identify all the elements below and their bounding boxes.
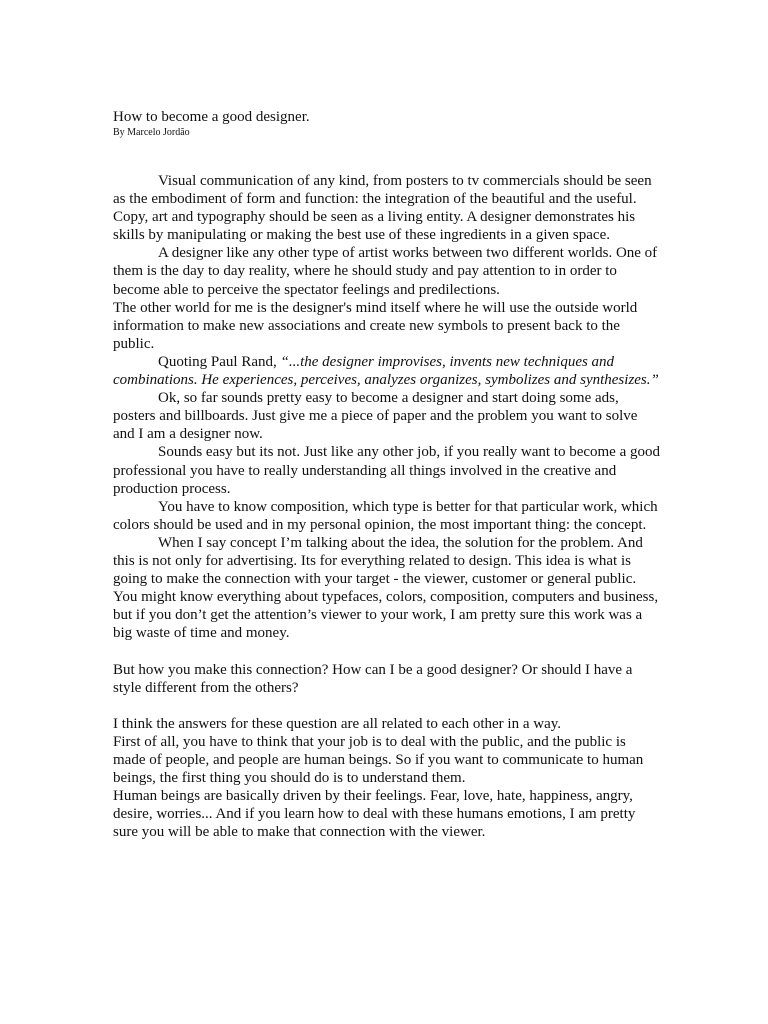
paragraph-4: Ok, so far sounds pretty easy to become a designer and start doing some ads, posters and billboards. Just give me a piece of paper and the problem you want to solve and I am a designer now. bbox=[113, 390, 638, 443]
paragraph-10: First of all, you have to think that your job is to deal with the public, and the public is made of people, and people are human beings. So if you want to communicate to human beings, the first thing you should do is to understand them. bbox=[113, 733, 644, 787]
document-title: How to become a good designer. bbox=[113, 109, 310, 125]
quote-paragraph bbox=[113, 353, 661, 389]
paragraph-5: Sounds easy but its not. Just like any other job, if you really want to become a good professional you have to really understanding all things involved in the creative and production process. bbox=[113, 444, 661, 497]
paragraph-7: When I say concept I’m talking about the idea, the solution for the problem. And this is not only for advertising. Its for everything related to design. This idea is what is going to make the connection with your target - the viewer, customer or general public. You might know everything about typefaces, colors, composition, computers and business, but if you don’t get the attention’s viewer to your work, I am pretty sure this work was a big waste of time and money. bbox=[113, 534, 659, 642]
document-body bbox=[113, 172, 661, 841]
document-author: By Marcelo Jordão bbox=[113, 127, 190, 138]
paragraph-1: Visual communication of any kind, from posters to tv commercials should be seen as the embodiment of form and function: the integration of the beautiful and the useful. Copy, art and typography should be seen as a living entity. A designer demonstrates his skills by manipulating or making the best use of these ingredients in a given space. bbox=[113, 173, 652, 244]
paragraph-gap bbox=[113, 642, 661, 660]
paragraph-11: Human beings are basically driven by their feelings. Fear, love, hate, happiness, angry, desire, worries... And if you learn how to deal with these humans emotions, I am pretty sure you will be able to make that connection with the viewer. bbox=[113, 788, 636, 841]
paragraph-2: A designer like any other type of artist works between two different worlds. One of them is the day to day reality, where he should study and pay attention to in order to become able to perceive the spectator feelings and predilections. bbox=[113, 245, 658, 298]
quote-text: “...the designer improvises, invents new techniques and combinations. He experiences, perceives, analyzes organizes, symbolizes and synthesizes.” bbox=[113, 353, 659, 389]
document-page bbox=[113, 108, 661, 841]
quote-lead: Quoting Paul Rand, bbox=[158, 353, 281, 370]
paragraph-8: But how you make this connection? How can I be a good designer? Or should I have a style different from the others? bbox=[113, 661, 633, 696]
paragraph-3: The other world for me is the designer's mind itself where he will use the outside world information to make new associations and create new symbols to present back to the public. bbox=[113, 299, 638, 352]
paragraph-gap bbox=[113, 697, 661, 715]
paragraph-9: I think the answers for these question are all related to each other in a way. bbox=[113, 715, 562, 732]
paragraph-6: You have to know composition, which type is better for that particular work, which colors should be used and in my personal opinion, the most important thing: the concept. bbox=[113, 498, 658, 533]
